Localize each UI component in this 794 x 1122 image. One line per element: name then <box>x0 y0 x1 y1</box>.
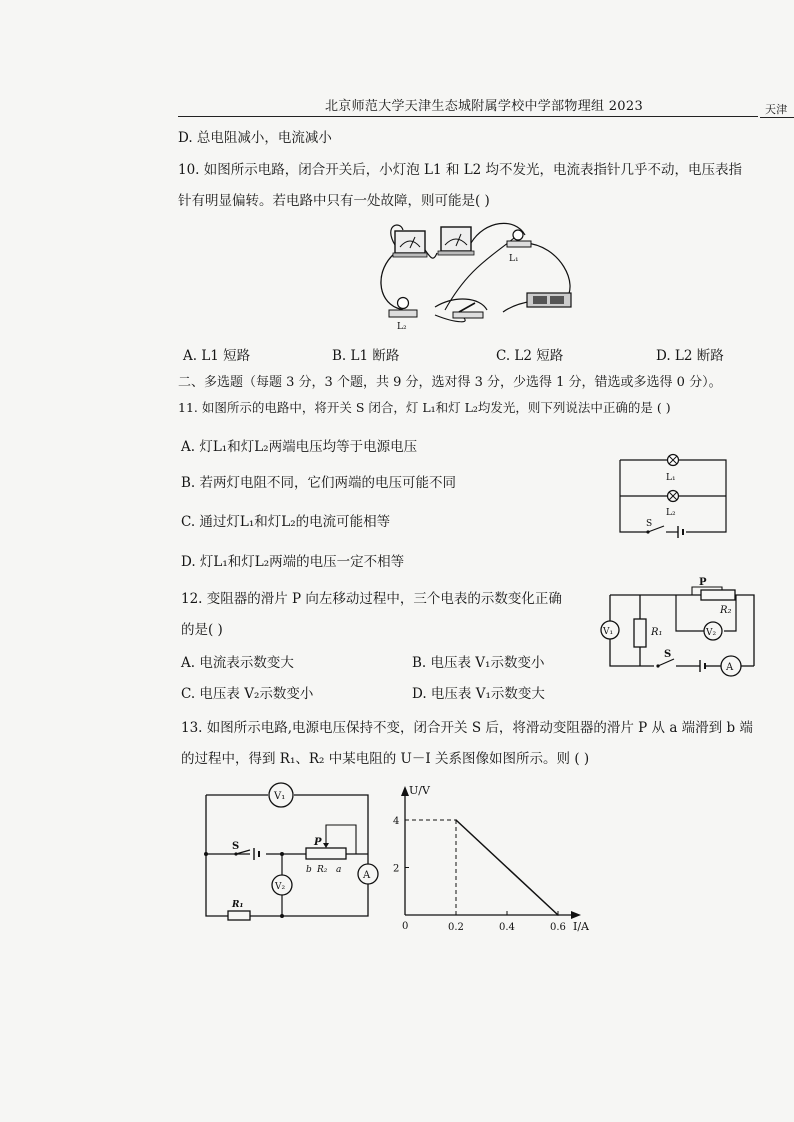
q10-label-l2: L₂ <box>397 322 407 332</box>
q11-option-d: D. 灯L₁和灯L₂两端的电压一定不相等 <box>181 554 405 570</box>
q12-label-v1: V₁ <box>603 627 614 637</box>
q12-stem-line1: 12. 变阻器的滑片 P 向左移动过程中，三个电表的示数变化正确 <box>181 591 562 607</box>
q11-label-l1: L₁ <box>666 473 676 483</box>
q10-stem-line1: 10. 如图所示电路，闭合开关后，小灯泡 L1 和 L2 均不发光，电流表指针几乎不动，电压表指 <box>178 162 743 178</box>
q10-label-l1: L₁ <box>509 254 519 264</box>
resistor-r1-icon <box>634 619 646 647</box>
q13-label-a: a <box>336 865 342 875</box>
lamp-l2-icon <box>389 298 417 318</box>
y-axis <box>401 786 409 915</box>
q13-label-am: A <box>363 870 371 881</box>
header-rule <box>178 116 758 117</box>
q10-option-d: D. L2 断路 <box>656 348 724 364</box>
lamp-l1-icon <box>668 455 679 466</box>
page-header: 北京师范大学天津生态城附属学校中学部物理组 2023 <box>325 99 644 114</box>
header-corner: 天津 <box>765 103 788 116</box>
y-axis-label: U/V <box>409 784 430 797</box>
q11-option-b: B. 若两灯电阻不同，它们两端的电压可能不同 <box>181 475 457 491</box>
q12-label-v2: V₂ <box>706 628 717 638</box>
q12-label-p: P <box>699 577 707 588</box>
q11-label-s: S <box>646 519 653 529</box>
q12-stem-line2: 的是( ) <box>181 622 223 638</box>
q10-stem-line2: 针有明显偏转。若电路中只有一处故障，则可能是( ) <box>178 193 490 209</box>
x-tick-label: 0.2 <box>448 922 464 933</box>
q13-stem-line2: 的过程中，得到 R₁、R₂ 中某电阻的 U－I 关系图像如图所示。则 ( ) <box>181 751 590 767</box>
q11-stem: 11. 如图所示的电路中，将开关 S 闭合，灯 L₁和灯 L₂均发光，则下列说法中正确的是 ( ) <box>178 400 671 415</box>
q13-label-r2: R₂ <box>317 865 328 875</box>
meter-1-icon <box>393 231 427 257</box>
x-tick-label: 0.4 <box>499 922 515 933</box>
q13-label-p: P <box>314 837 322 848</box>
q13-circuit-figure <box>198 780 383 925</box>
lamp-l2-icon <box>668 491 679 502</box>
series-line-ui <box>456 820 558 915</box>
rheostat-r2-icon <box>701 590 735 600</box>
q12-label-r1: R₁ <box>651 627 663 638</box>
x-tick-label: 0.6 <box>550 922 566 933</box>
resistor-r1-icon <box>228 911 250 920</box>
switch-icon <box>656 659 700 668</box>
rheostat-r2-icon <box>306 848 346 859</box>
q10-option-b: B. L1 断路 <box>332 348 400 364</box>
q13-label-v2: V₂ <box>275 882 286 892</box>
q9-option-d: D. 总电阻减小，电流减小 <box>178 130 332 146</box>
header-rule-right <box>760 117 794 118</box>
battery-icon <box>527 293 571 307</box>
meter-2-icon <box>438 227 474 255</box>
q13-ui-chart <box>385 780 600 940</box>
q13-stem-line1: 13. 如图所示电路,电源电压保持不变，闭合开关 S 后，将滑动变阻器的滑片 P 从 a 端滑到 b 端 <box>181 720 753 736</box>
battery-icon <box>666 526 683 538</box>
q12-circuit-figure <box>596 573 768 683</box>
battery-icon <box>254 848 259 860</box>
q10-option-c: C. L2 短路 <box>496 348 564 364</box>
q10-option-a: A. L1 短路 <box>183 348 251 364</box>
q13-label-r1: R₁ <box>232 900 244 910</box>
q12-option-a: A. 电流表示数变大 <box>181 655 294 671</box>
q12-label-r2: R₂ <box>720 605 732 616</box>
data-point <box>455 819 457 821</box>
x-axis-label: I/A <box>573 920 589 933</box>
q11-option-c: C. 通过灯L₁和灯L₂的电流可能相等 <box>181 514 391 530</box>
origin-label: 0 <box>402 921 409 932</box>
q12-option-c: C. 电压表 V₂示数变小 <box>181 686 314 702</box>
q11-option-a: A. 灯L₁和灯L₂两端电压均等于电源电压 <box>181 439 418 455</box>
y-tick-label: 4 <box>393 816 400 827</box>
q12-option-b: B. 电压表 V₁示数变小 <box>412 655 545 671</box>
q12-label-s: S <box>664 649 672 660</box>
lamp-l1-icon <box>507 230 531 247</box>
q11-circuit-figure <box>608 448 738 540</box>
q13-label-s: S <box>232 841 240 852</box>
q10-circuit-figure <box>375 215 580 340</box>
section2-title: 二、多选题（每题 3 分，3 个题，共 9 分，选对得 3 分，少选得 1 分，错选或多选得 0 分）。 <box>178 375 722 390</box>
q13-label-v1: V₁ <box>274 791 286 802</box>
q12-option-d: D. 电压表 V₁示数变大 <box>412 686 545 702</box>
q11-label-l2: L₂ <box>666 508 676 518</box>
q12-label-a: A <box>726 662 734 673</box>
q13-label-b: b <box>306 865 312 875</box>
switch-icon <box>453 303 483 318</box>
data-point <box>557 914 559 916</box>
y-tick-label: 2 <box>393 863 400 875</box>
